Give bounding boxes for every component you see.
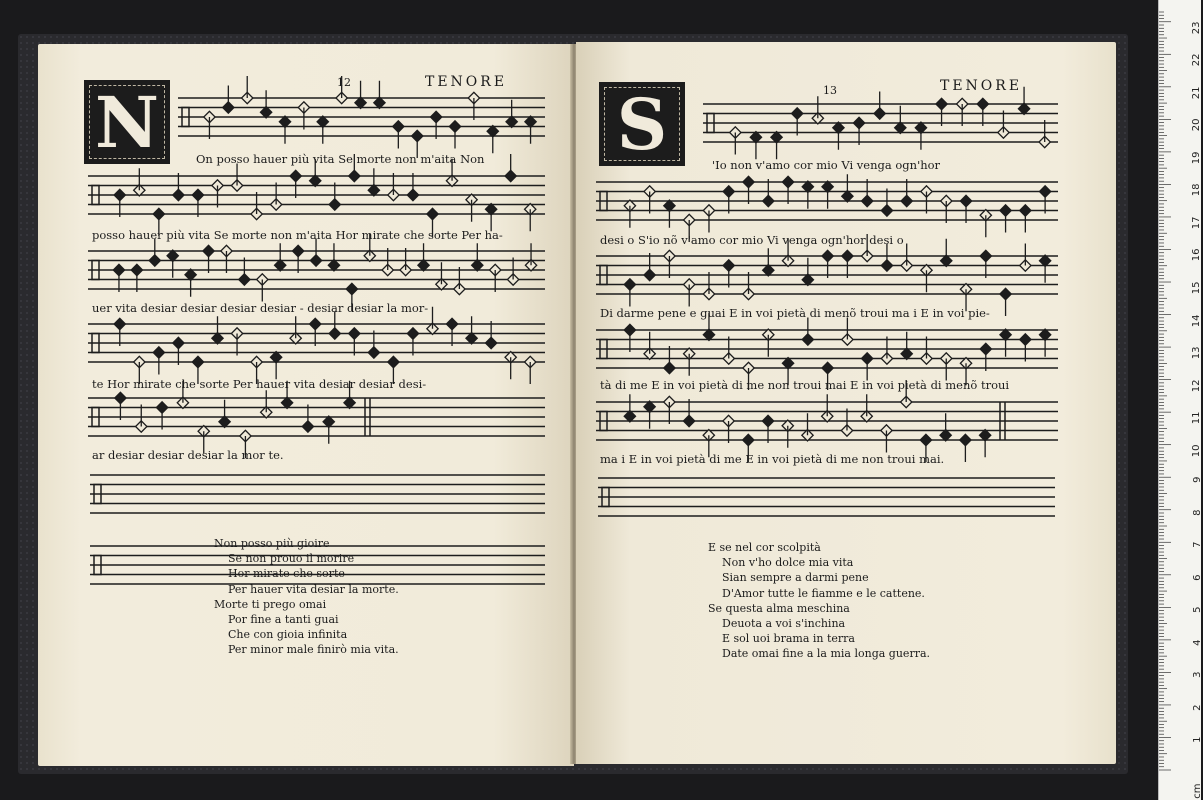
verse-line: Deuota a voi s'inchina	[722, 617, 846, 631]
ruler-label: 18	[1191, 183, 1203, 197]
ruler-label: 8	[1191, 509, 1203, 516]
ruler-label: 3	[1191, 671, 1203, 679]
ruler-label: 9	[1191, 476, 1203, 484]
verse-line: Se non prouo il morire	[228, 552, 355, 566]
ruler-label: 14	[1191, 314, 1203, 327]
verse-line: Se questa alma meschina	[708, 601, 850, 615]
ruler-label: 7	[1191, 541, 1203, 549]
verse-line: Sian sempre a darmi pene	[722, 571, 869, 585]
right-page-number: 13	[823, 84, 837, 97]
ruler-label: 2	[1191, 704, 1203, 711]
measuring-ruler	[1158, 0, 1201, 800]
verse-line: D'Amor tutte le fiamme e le cattene.	[722, 586, 925, 600]
right-lyric-line-3: Di darme pene e guai E in voi pietà di menõ troui ma i E in voi pie-	[600, 306, 990, 320]
ruler-label: 13	[1191, 346, 1203, 360]
left-lyric-line-4: te Hor mirate che sorte Per hauer vita desiar desiar desi-	[92, 377, 427, 391]
verse-line: Non posso più gioire	[214, 537, 330, 550]
verse-line: Hor mirate che sorte	[228, 567, 345, 581]
right-lyric-line-5: ma i E in voi pietà di me E in voi pietà di me non troui mai.	[600, 452, 945, 466]
verse-line: E sol uoi brama in terra	[722, 632, 855, 646]
left-lyric-line-1: On posso hauer più vita Se morte non m'aita Non	[196, 152, 485, 166]
left-page-header: TENORE	[425, 74, 508, 90]
ruler-label: 6	[1191, 574, 1203, 581]
ruler-label: 10	[1191, 444, 1203, 457]
ruler-label: 12	[1191, 379, 1203, 392]
ruler-label: 22	[1191, 53, 1203, 67]
right-page-header: TENORE	[940, 78, 1023, 94]
ruler-label: 17	[1191, 216, 1203, 230]
ruler-label: 21	[1191, 86, 1203, 100]
ruler-label: 11	[1191, 411, 1203, 425]
verse-line: Por fine a tanti guai	[228, 613, 339, 627]
right-lyric-line-1: 'Io non v'amo cor mio Vi venga ogn'hor	[712, 158, 941, 172]
verse-line: E se nel cor scolpità	[708, 541, 821, 554]
verse-line: Morte ti prego omai	[214, 597, 327, 611]
verse-line: Per hauer vita desiar la morte.	[228, 582, 399, 596]
ruler-label: 19	[1191, 151, 1203, 165]
ruler-unit: cm	[1191, 783, 1203, 799]
ruler-label: 1	[1191, 736, 1203, 744]
ruler-label: 15	[1191, 281, 1203, 295]
verse-line: Che con gioia infinita	[228, 628, 348, 642]
left-lyric-line-3: uer vita desiar desiar desiar desiar - desiar desiar la mor-	[92, 301, 429, 315]
left-page-number: 12	[337, 76, 351, 89]
right-lyric-line-4: tà di me E in voi pietà di me non troui mai E in voi pietà di menõ troui	[600, 378, 1010, 392]
left-lyric-line-5: ar desiar desiar desiar la mor te.	[92, 448, 284, 462]
verse-line: Date omai fine a la mia longa guerra.	[722, 647, 931, 661]
initial-letter: N	[95, 80, 159, 164]
verse-line: Per minor male finirò mia vita.	[228, 643, 399, 657]
right-lyric-line-2: desi o S'io nõ v'amo cor mio Vi venga ogn'hor desi o	[600, 233, 904, 247]
verse-line: Non v'ho dolce mia vita	[722, 556, 854, 570]
left-verse	[214, 536, 399, 658]
ruler-label: 16	[1191, 248, 1203, 262]
ruler-label: 4	[1191, 639, 1203, 646]
initial-letter: S	[616, 82, 668, 166]
ruler-label: 20	[1191, 118, 1203, 132]
left-lyric-line-2: posso hauer più vita Se morte non m'aita Hor mirate che sorte Per ha-	[92, 228, 503, 242]
right-verse	[708, 540, 930, 662]
ruler-label: 5	[1191, 606, 1203, 614]
ruler-label: 23	[1191, 21, 1203, 34]
